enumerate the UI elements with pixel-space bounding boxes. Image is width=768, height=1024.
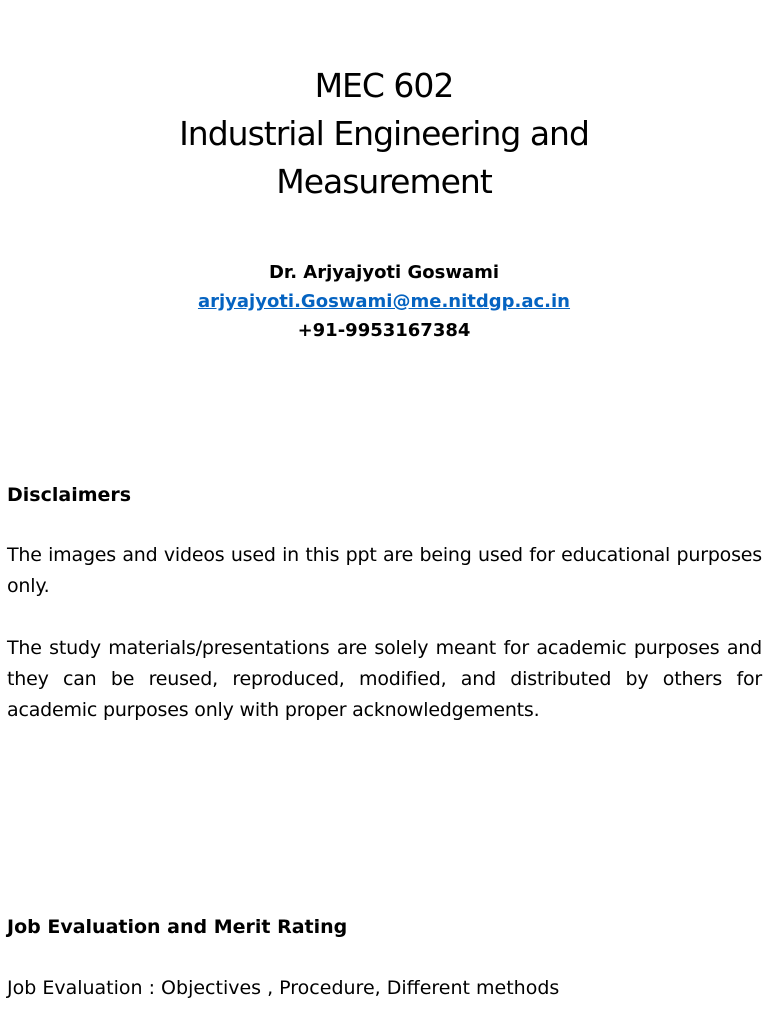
course-title-line-2: Measurement <box>276 162 492 201</box>
disclaimer-paragraph-1: The images and videos used in this ppt are being used for educational purposes only. <box>7 544 762 597</box>
author-block <box>0 258 768 345</box>
disclaimers-heading: Disclaimers <box>7 484 132 506</box>
topic-heading: Job Evaluation and Merit Rating <box>7 916 348 938</box>
author-phone: +91-9953167384 <box>297 320 471 341</box>
author-email-link[interactable]: arjyajyoti.Goswami@me.nitdgp.ac.in <box>197 291 571 312</box>
course-code: MEC 602 <box>314 66 454 105</box>
topic-line: Job Evaluation : Objectives , Procedure, Different methods <box>7 977 560 999</box>
author-name: Dr. Arjyajyoti Goswami <box>268 262 500 283</box>
title-block <box>0 62 768 206</box>
disclaimer-paragraph-2: The study materials/presentations are solely meant for academic purposes and they can be reused, reproduced, modified, and distributed by others for academic purposes only with proper acknowledgements. <box>7 637 762 721</box>
course-title-line-1: Industrial Engineering and <box>179 114 589 153</box>
